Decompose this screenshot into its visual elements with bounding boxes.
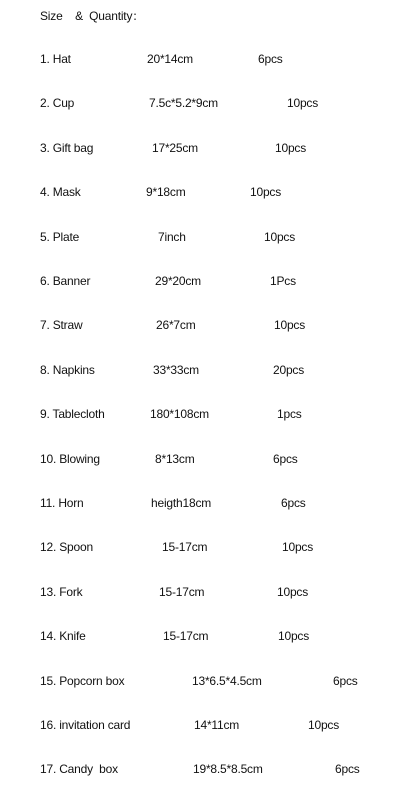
item-quantity: 10pcs xyxy=(308,718,340,732)
item-name: 13. Fork xyxy=(40,585,83,599)
list-item xyxy=(0,540,400,556)
item-size: heigth18cm xyxy=(151,496,212,510)
item-name: 15. Popcorn box xyxy=(40,674,125,688)
item-name: 2. Cup xyxy=(40,96,75,110)
list-item xyxy=(0,762,400,778)
item-name: 4. Mask xyxy=(40,185,81,199)
list-item xyxy=(0,141,400,157)
item-size: 8*13cm xyxy=(155,452,195,466)
item-size: 180*108cm xyxy=(150,407,209,421)
item-size: 20*14cm xyxy=(147,52,193,66)
item-size: 7inch xyxy=(158,230,186,244)
item-name: 17. Candy box xyxy=(40,762,118,776)
list-item xyxy=(0,674,400,690)
item-quantity: 10pcs xyxy=(250,185,282,199)
list-item xyxy=(0,718,400,734)
item-size: 29*20cm xyxy=(155,274,201,288)
item-name: 6. Banner xyxy=(40,274,91,288)
list-item xyxy=(0,585,400,601)
item-size: 9*18cm xyxy=(146,185,186,199)
list-item xyxy=(0,52,400,68)
item-name: 8. Napkins xyxy=(40,363,95,377)
item-quantity: 10pcs xyxy=(282,540,314,554)
item-quantity: 10pcs xyxy=(287,96,319,110)
item-quantity: 10pcs xyxy=(277,585,309,599)
item-quantity: 1pcs xyxy=(277,407,302,421)
list-item xyxy=(0,96,400,112)
item-quantity: 6pcs xyxy=(335,762,360,776)
list-item xyxy=(0,185,400,201)
item-name: 1. Hat xyxy=(40,52,71,66)
item-quantity: 6pcs xyxy=(281,496,306,510)
spec-heading: Size & Quantity： xyxy=(40,9,145,23)
item-size: 7.5c*5.2*9cm xyxy=(149,96,218,110)
item-size: 15-17cm xyxy=(159,585,205,599)
item-size: 19*8.5*8.5cm xyxy=(193,762,263,776)
item-size: 15-17cm xyxy=(163,629,209,643)
item-name: 9. Tablecloth xyxy=(40,407,105,421)
item-name: 3. Gift bag xyxy=(40,141,94,155)
item-name: 16. invitation card xyxy=(40,718,131,732)
item-quantity: 20pcs xyxy=(273,363,305,377)
item-size: 17*25cm xyxy=(152,141,198,155)
item-quantity: 10pcs xyxy=(278,629,310,643)
item-size: 33*33cm xyxy=(153,363,199,377)
list-item xyxy=(0,629,400,645)
list-item xyxy=(0,363,400,379)
item-quantity: 6pcs xyxy=(258,52,283,66)
item-size: 14*11cm xyxy=(194,718,240,732)
list-item xyxy=(0,230,400,246)
list-item xyxy=(0,318,400,334)
item-name: 14. Knife xyxy=(40,629,86,643)
list-item xyxy=(0,452,400,468)
list-item xyxy=(0,496,400,512)
item-size: 26*7cm xyxy=(156,318,196,332)
item-name: 5. Plate xyxy=(40,230,80,244)
list-item xyxy=(0,274,400,290)
item-quantity: 10pcs xyxy=(275,141,307,155)
item-size: 15-17cm xyxy=(162,540,208,554)
item-quantity: 1Pcs xyxy=(270,274,296,288)
item-size: 13*6.5*4.5cm xyxy=(192,674,262,688)
item-name: 7. Straw xyxy=(40,318,83,332)
item-name: 11. Horn xyxy=(40,496,84,510)
item-name: 12. Spoon xyxy=(40,540,93,554)
item-quantity: 6pcs xyxy=(273,452,298,466)
item-quantity: 6pcs xyxy=(333,674,358,688)
list-item xyxy=(0,407,400,423)
item-name: 10. Blowing xyxy=(40,452,100,466)
item-quantity: 10pcs xyxy=(264,230,296,244)
item-quantity: 10pcs xyxy=(274,318,306,332)
